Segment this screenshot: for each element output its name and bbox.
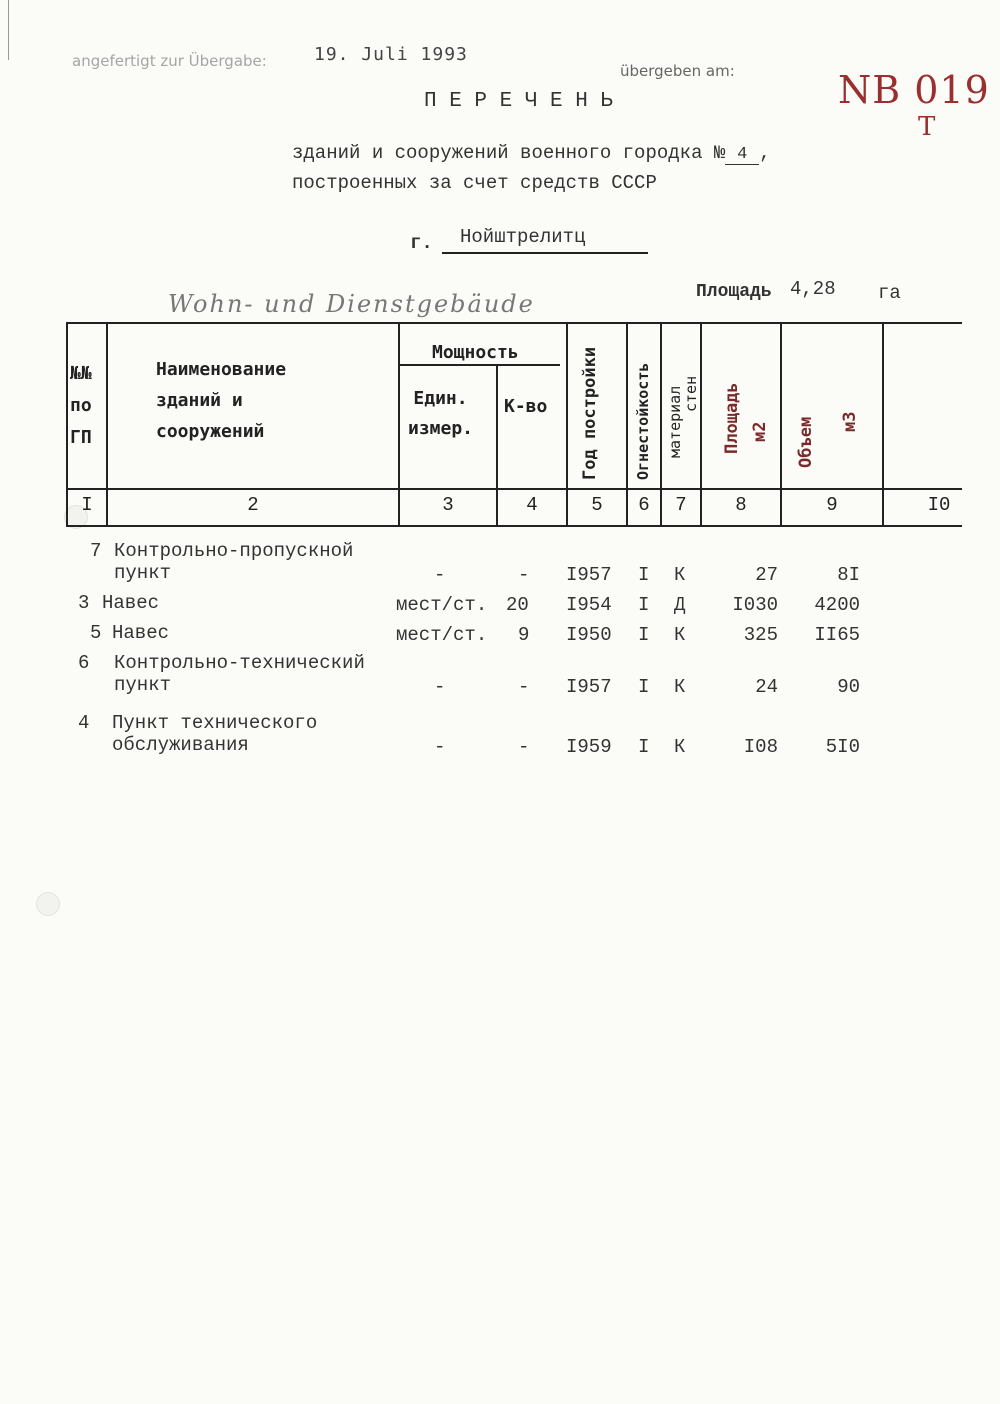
- archive-code-suffix: T: [918, 112, 936, 142]
- header-unit-line-2: измер.: [408, 418, 474, 439]
- row-unit: -: [434, 676, 446, 698]
- row-area: 325: [743, 624, 778, 646]
- header-qty: К-во: [504, 396, 548, 417]
- subtitle-line-2: построенных за счет средств СССР: [292, 172, 657, 194]
- row-fire: I: [638, 564, 650, 586]
- row-year: I954: [566, 594, 612, 616]
- row-material: К: [674, 564, 686, 586]
- colnum-5: 5: [591, 494, 603, 516]
- row-fire: I: [638, 624, 650, 646]
- row-qty: 20: [506, 594, 529, 616]
- row-qty: -: [518, 564, 530, 586]
- colnum-4: 4: [526, 494, 538, 516]
- stamp-date: 19. Juli 1993: [314, 44, 468, 65]
- header-area: Площадь: [722, 382, 742, 454]
- header-unit-line-1: Един.: [413, 388, 468, 409]
- row-fire: I: [638, 594, 650, 616]
- subtitle-line-1: [292, 142, 771, 165]
- header-bottom-border: [66, 488, 962, 490]
- colnum-10: I0: [927, 494, 951, 516]
- stamp-label: angefertigt zur Übergabe:: [72, 52, 267, 70]
- row-material: К: [674, 736, 686, 758]
- row-qty: -: [518, 736, 530, 758]
- header-unit: [408, 384, 473, 444]
- row-area: I08: [743, 736, 778, 758]
- header-name-line-3: сооружений: [156, 421, 265, 442]
- row-material: К: [674, 676, 686, 698]
- row-unit: мест/ст.: [396, 624, 488, 646]
- header-no-line-1: №№: [70, 363, 92, 384]
- archive-code: NB 019: [838, 68, 990, 112]
- row-no: 7: [90, 540, 102, 562]
- header-material-1: материал: [666, 385, 684, 458]
- handwritten-note: Wohn- und Dienstgebäude: [168, 290, 535, 318]
- row-no: 6: [78, 652, 90, 674]
- row-unit: мест/ст.: [396, 594, 488, 616]
- punch-hole-bottom: [36, 892, 60, 916]
- colnum-7: 7: [675, 494, 687, 516]
- row-year: I957: [566, 676, 612, 698]
- stamp-handed-over: übergeben am:: [620, 62, 735, 80]
- row-area: 24: [755, 676, 778, 698]
- row-name-line-2: обслуживания: [112, 734, 249, 756]
- row-no: 4: [78, 712, 90, 734]
- colnum-1: I: [81, 494, 93, 516]
- colnum-9: 9: [826, 494, 838, 516]
- colnum-8: 8: [735, 494, 747, 516]
- row-qty: -: [518, 676, 530, 698]
- row-fire: I: [638, 736, 650, 758]
- colnum-3: 3: [442, 494, 454, 516]
- header-area-unit: м2: [750, 421, 770, 442]
- area-unit: га: [878, 282, 901, 304]
- row-material: К: [674, 624, 686, 646]
- header-volume: Объем: [796, 416, 816, 468]
- row-volume: II65: [814, 624, 860, 646]
- row-unit: -: [434, 736, 446, 758]
- row-name-line-1: Контрольно-технический: [114, 652, 365, 674]
- area-label: Площадь: [696, 282, 772, 302]
- colnum-6: 6: [638, 494, 650, 516]
- header-no: [70, 358, 92, 454]
- row-no: 5: [90, 622, 102, 644]
- area-value: 4,28: [790, 278, 836, 300]
- row-unit: -: [434, 564, 446, 586]
- document-title: П Е Р Е Ч Е Н Ь: [424, 90, 614, 113]
- row-volume: 5I0: [825, 736, 860, 758]
- row-area: 27: [755, 564, 778, 586]
- header-volume-unit: м3: [840, 411, 860, 432]
- row-year: I959: [566, 736, 612, 758]
- row-fire: I: [638, 676, 650, 698]
- header-name-line-1: Наименование: [156, 359, 287, 380]
- colnum-bottom-border: [66, 525, 962, 527]
- row-area: I030: [732, 594, 778, 616]
- row-name-line-1: Навес: [102, 592, 160, 614]
- row-volume: 4200: [814, 594, 860, 616]
- header-material-2: стен: [682, 375, 700, 412]
- header-no-line-3: ГП: [70, 427, 92, 448]
- row-name-line-2: пункт: [114, 674, 172, 696]
- subtitle-end: ,: [759, 142, 771, 164]
- header-name-line-2: зданий и: [156, 390, 243, 411]
- city-label: г.: [410, 232, 433, 254]
- header-name: [156, 354, 286, 447]
- row-name-line-1: Контрольно-пропускной: [114, 540, 354, 562]
- header-year: Год постройки: [580, 346, 600, 480]
- row-volume: 8I: [837, 564, 860, 586]
- city-name: Нойштрелитц: [460, 226, 586, 248]
- row-no: 3: [78, 592, 90, 614]
- colnum-2: 2: [247, 494, 259, 516]
- town-number: 4: [725, 145, 759, 165]
- row-name-line-2: пункт: [114, 562, 172, 584]
- subtitle-text: зданий и сооружений военного городка №: [292, 142, 726, 164]
- header-fire: Огнестойкость: [634, 362, 652, 480]
- row-year: I950: [566, 624, 612, 646]
- row-material: Д: [674, 594, 686, 616]
- row-name-line-1: Пункт технического: [112, 712, 318, 734]
- header-capacity: Мощность: [432, 342, 519, 363]
- row-qty: 9: [518, 624, 530, 646]
- page-edge-line: [8, 0, 9, 60]
- table-top-border: [66, 322, 962, 324]
- row-name-line-1: Навес: [112, 622, 170, 644]
- capacity-divider: [400, 364, 560, 366]
- row-year: I957: [566, 564, 612, 586]
- header-no-line-2: по: [70, 395, 92, 416]
- city-underline: [442, 252, 648, 254]
- row-volume: 90: [837, 676, 860, 698]
